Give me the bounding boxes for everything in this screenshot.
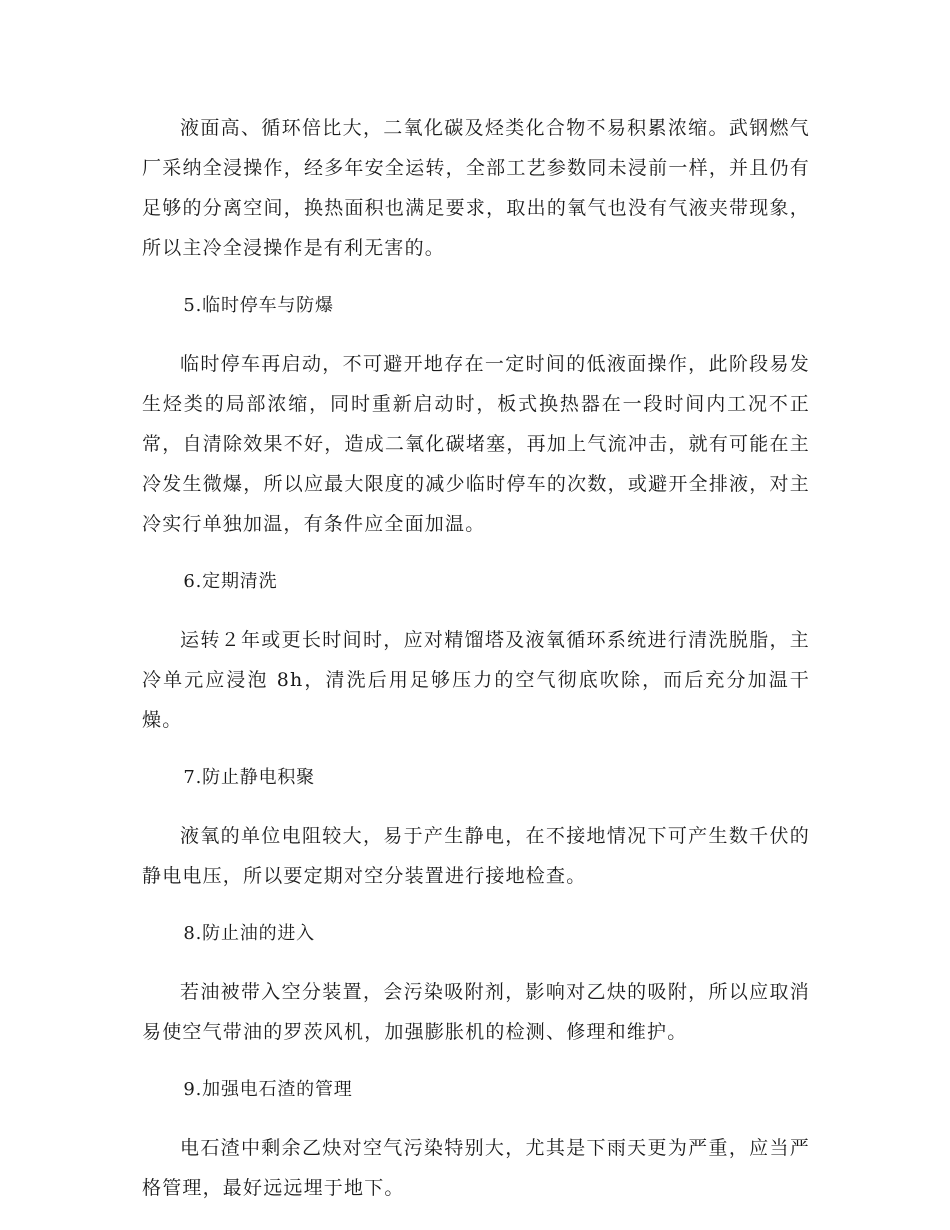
document-body — [142, 108, 810, 1226]
section-heading-8: 8.防止油的进入 — [183, 923, 315, 944]
paragraph-carbide-slag: 电石渣中剩余乙炔对空气污染特别大，尤其是下雨天更为严重，应当严格管理，最好远远埋于地下。 — [142, 1137, 810, 1199]
paragraph-periodic-cleaning: 运转２年或更长时间时，应对精馏塔及液氧循环系统进行清洗脱脂，主冷单元应浸泡 8h，清洗后用足够压力的空气彻底吹除，而后充分加温干燥。 — [142, 629, 810, 731]
paragraph-oil-prevention: 若油被带入空分装置，会污染吸附剂，影响对乙炔的吸附，所以应取消易使空气带油的罗茨风机，加强膨胀机的检测、修理和维护。 — [142, 981, 810, 1043]
paragraph-static-electricity: 液氧的单位电阻较大，易于产生静电，在不接地情况下可产生数千伏的静电电压，所以要定期对空分装置进行接地检查。 — [142, 825, 810, 887]
paragraph-full-immersion: 液面高、循环倍比大，二氧化碳及烃类化合物不易积累浓缩。武钢燃气厂采纳全浸操作，经多年安全运转，全部工艺参数同未浸前一样，并且仍有足够的分离空间，换热面积也满足要求，取出的氧气也没有气液夹带现象，所以主冷全浸操作是有利无害的。 — [142, 117, 810, 259]
section-heading-7: 7.防止静电积聚 — [183, 767, 315, 788]
section-heading-9: 9.加强电石渣的管理 — [183, 1079, 353, 1100]
section-heading-5: 5.临时停车与防爆 — [183, 295, 334, 316]
paragraph-temporary-shutdown: 临时停车再启动，不可避开地存在一定时间的低液面操作，此阶段易发生烃类的局部浓缩，同时重新启动时，板式换热器在一段时间内工况不正常，自清除效果不好，造成二氧化碳堵塞，再加上气流冲击，就有可能在主冷发生微爆，所以应最大限度的减少临时停车的次数，或避开全排液，对主冷实行单独加温，有条件应全面加温。 — [142, 353, 810, 535]
section-heading-6: 6.定期清洗 — [183, 571, 278, 592]
